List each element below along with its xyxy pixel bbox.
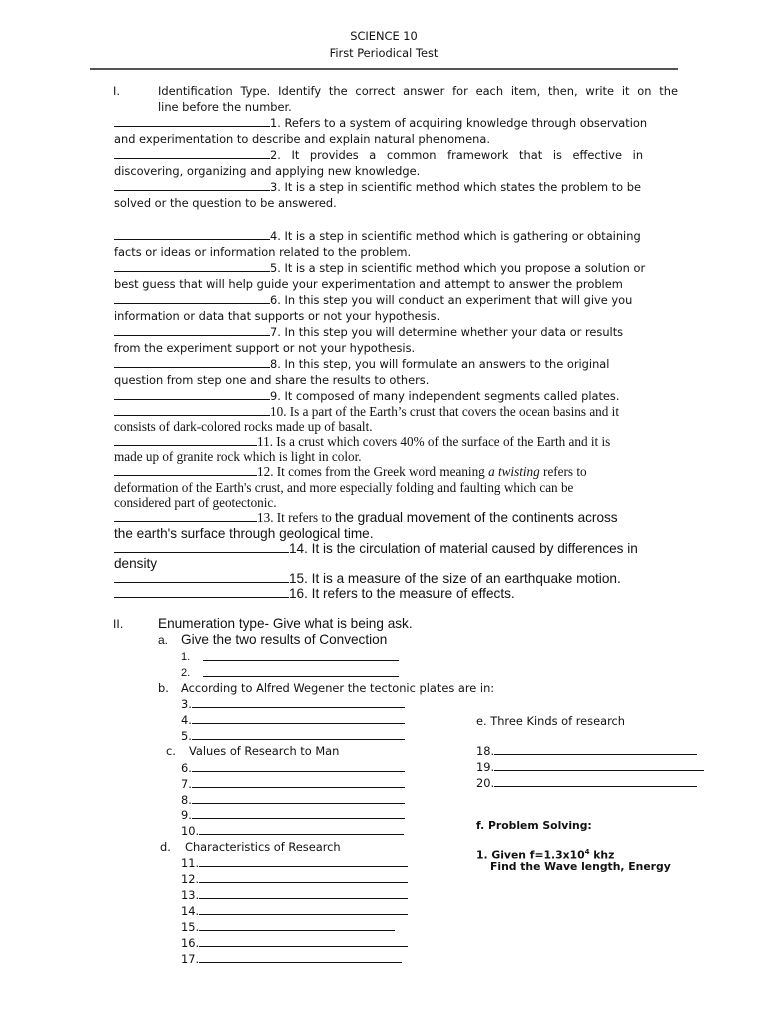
answer-blank[interactable] (114, 586, 289, 598)
question-12: 12. It comes from the Greek word meaning a twisting refers to (114, 464, 678, 480)
item-b-text: According to Alfred Wegener the tectonic plates are in: (181, 681, 495, 695)
item-f-text: f. Problem Solving: (476, 819, 592, 832)
question-10: 10. Is a part of the Earth’s crust that covers the ocean basins and it (114, 404, 678, 420)
answer-blank[interactable] (192, 696, 405, 708)
question-12-cont: deformation of the Earth's crust, and more especially folding and faulting which can be (114, 480, 574, 495)
enum-6: 6. (181, 760, 405, 776)
answer-blank-1[interactable] (203, 649, 399, 661)
question-12-cont2: considered part of geotectonic. (114, 495, 277, 510)
item-d-letter: d. (160, 840, 171, 854)
enum-9: 9. (181, 807, 405, 823)
answer-blank[interactable] (114, 356, 270, 368)
question-4: 4. It is a step in scientific method which is gathering or obtaining (114, 228, 678, 244)
answer-blank[interactable] (114, 228, 270, 240)
answer-blank[interactable] (494, 775, 697, 787)
enum-3: 3. (181, 696, 405, 712)
enum-2: 2. (181, 667, 191, 679)
problem-1-cont: Find the Wave length, Energy (490, 860, 671, 873)
question-5-cont: best guess that will help guide your experimentation and attempt to answer the problem (114, 277, 623, 291)
answer-blank[interactable] (114, 464, 257, 476)
enum-16: 16. (181, 935, 408, 951)
enum-10: 10. (181, 823, 404, 839)
problem-1: 1. Given $f=1.3x10^4$ khz (476, 848, 615, 862)
part2-instruction: Enumeration type- Give what is being ask. (158, 616, 413, 631)
question-15: 15. It is a measure of the size of an earthquake motion. (114, 571, 678, 587)
answer-blank[interactable] (192, 792, 405, 804)
answer-blank[interactable] (199, 887, 408, 899)
item-e-text: e. Three Kinds of research (476, 714, 626, 728)
answer-blank[interactable] (114, 571, 289, 583)
answer-blank[interactable] (192, 760, 405, 772)
enum-1: 1. (181, 651, 191, 663)
enum-5: 5. (181, 728, 405, 744)
header-divider (90, 68, 678, 70)
enum-17: 17. (181, 951, 402, 967)
enum-12: 12. (181, 871, 408, 887)
question-5: 5. It is a step in scientific method which you propose a solution or (114, 260, 678, 276)
part1-instruction-line2: line before the number. (158, 100, 292, 114)
enum-19: 19. (476, 759, 704, 775)
question-13: 13. It refers to the gradual movement of the continents across (114, 510, 678, 526)
question-6-cont: information or data that supports or not your hypothesis. (114, 309, 441, 323)
answer-blank[interactable] (494, 759, 704, 771)
question-1: 1. Refers to a system of acquiring knowledge through observation (114, 115, 678, 131)
question-14-cont: density (114, 556, 158, 571)
item-c-letter: c. (166, 744, 176, 758)
enum-13: 13. (181, 887, 408, 903)
answer-blank[interactable] (114, 147, 270, 159)
answer-blank[interactable] (192, 712, 405, 724)
item-a-letter: a. (158, 633, 169, 647)
answer-blank[interactable] (199, 919, 395, 931)
subject-title: SCIENCE 10 (350, 29, 418, 43)
answer-blank[interactable] (199, 871, 408, 883)
enum-20: 20. (476, 775, 697, 791)
answer-blank[interactable] (199, 855, 408, 867)
answer-blank[interactable] (114, 541, 289, 553)
part1-numeral: I. (113, 84, 120, 98)
question-11: 11. Is a crust which covers 40% of the surface of the Earth and it is (114, 434, 678, 450)
question-13-cont: the earth's surface through geological time. (114, 526, 374, 541)
question-14: 14. It is the circulation of material caused by differences in (114, 541, 678, 557)
answer-blank[interactable] (114, 510, 257, 522)
item-b-letter: b. (158, 681, 169, 695)
question-1-cont: and experimentation to describe and explain natural phenomena. (114, 132, 490, 146)
question-3-cont: solved or the question to be answered. (114, 196, 337, 210)
answer-blank[interactable] (494, 743, 697, 755)
question-8: 8. In this step, you will formulate an answers to the original (114, 356, 678, 372)
enum-11: 11. (181, 855, 408, 871)
enum-14: 14. (181, 903, 408, 919)
question-6: 6. In this step you will conduct an experiment that will give you (114, 292, 678, 308)
answer-blank[interactable] (114, 388, 270, 400)
question-9: 9. It composed of many independent segments called plates. (114, 388, 678, 404)
question-2: 2. It provides a common framework that is effective in (114, 147, 678, 163)
answer-blank[interactable] (114, 324, 270, 336)
enum-7: 7. (181, 776, 405, 792)
answer-blank[interactable] (114, 404, 270, 416)
answer-blank[interactable] (192, 776, 405, 788)
answer-blank[interactable] (114, 115, 270, 127)
answer-blank-2[interactable] (203, 665, 399, 677)
enum-18: 18. (476, 743, 697, 759)
answer-blank[interactable] (199, 935, 408, 947)
question-7: 7. In this step you will determine whether your data or results (114, 324, 678, 340)
question-8-cont: question from step one and share the results to others. (114, 373, 430, 387)
question-10-cont: consists of dark-colored rocks made up of basalt. (114, 419, 373, 434)
part1-instruction-line1: Identification Type. Identify the correct answer for each item, then, write it on the (158, 84, 678, 98)
enum-8: 8. (181, 792, 405, 808)
question-16: 16. It refers to the measure of effects. (114, 586, 678, 602)
answer-blank[interactable] (114, 292, 270, 304)
answer-blank[interactable] (114, 434, 257, 446)
answer-blank[interactable] (199, 823, 404, 835)
question-11-cont: made up of granite rock which is light in color. (114, 449, 362, 464)
answer-blank[interactable] (199, 951, 402, 963)
item-c-text: Values of Research to Man (189, 744, 340, 758)
question-3: 3. It is a step in scientific method which states the problem to be (114, 179, 678, 195)
answer-blank[interactable] (192, 728, 405, 740)
question-7-cont: from the experiment support or not your hypothesis. (114, 341, 416, 355)
answer-blank[interactable] (199, 903, 408, 915)
answer-blank[interactable] (114, 260, 270, 272)
answer-blank[interactable] (114, 179, 270, 191)
part2-numeral: II. (113, 617, 124, 631)
question-4-cont: facts or ideas or information related to the problem. (114, 245, 412, 259)
test-title: First Periodical Test (329, 46, 439, 60)
item-d-text: Characteristics of Research (185, 840, 341, 854)
question-2-cont: discovering, organizing and applying new knowledge. (114, 164, 421, 178)
enum-4: 4. (181, 712, 405, 728)
answer-blank[interactable] (192, 807, 405, 819)
item-a-text: Give the two results of Convection (181, 632, 388, 647)
enum-15: 15. (181, 919, 395, 935)
